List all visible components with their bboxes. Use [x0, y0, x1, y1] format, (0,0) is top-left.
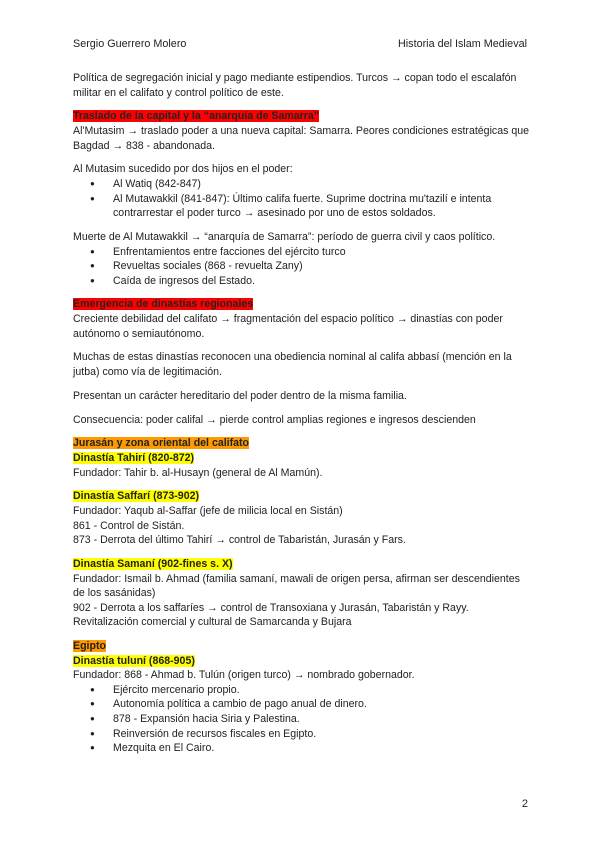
- saffari-line: 861 - Control de Sistán.: [73, 519, 185, 532]
- regional-paragraph-1: Creciente debilidad del califato → fragmentación del espacio político → dinastías con poder autónomo o semiautónomo.: [73, 313, 503, 340]
- page-number: 2: [521, 798, 528, 810]
- header-author: Sergio Guerrero Molero: [73, 38, 187, 50]
- samani-line: 902 - Derrota a los saffaríes → control de Transoxiana y Jurasán, Tabaristán y Rayy. Revitalización comercial y cultural de Samarcanda y Bujara: [73, 601, 469, 629]
- list-item: ● Reinversión de recursos fiscales en Egipto.: [73, 727, 530, 742]
- section-heading-samarra: Traslado de la capital y la “anarquía de Samarra”: [73, 110, 320, 123]
- dynasty-title-samani: Dinastía Samaní (902-fines s. X): [73, 557, 233, 570]
- regional-paragraph-2: Muchas de estas dinastías reconocen una obediencia nominal al califa abbasí (mención en la jutba) como vía de legitimación.: [73, 351, 512, 379]
- samarra-paragraph-2: Al Mutasim sucedido por dos hijos en el poder:: [73, 163, 293, 176]
- tahiri-line: Fundador: Tahir b. al-Husayn (general de Al Mamún).: [73, 466, 323, 479]
- list-item: ● Caída de ingresos del Estado.: [73, 274, 530, 289]
- samarra-paragraph-1: Al'Mutasim → traslado poder a una nueva capital: Samarra. Peores condiciones estratégicas que Bagdad → 838 - abandonada.: [73, 124, 530, 152]
- dynasty-title-saffari: Dinastía Saffarí (873-902): [73, 490, 200, 503]
- saffari-line: Fundador: Yaqub al-Saffar (jefe de milicia local en Sistán): [73, 504, 343, 517]
- header-course: Historia del Islam Medieval: [397, 38, 527, 50]
- list-item: ● Mezquita en El Cairo.: [73, 741, 530, 756]
- list-item: ● Al Watiq (842-847): [73, 177, 530, 192]
- section-heading-jurasan: Jurasán y zona oriental del califato: [73, 437, 250, 450]
- dynasty-title-tahiri: Dinastía Tahirí (820-872): [73, 451, 195, 464]
- section-heading-egipto: Egipto: [73, 640, 106, 653]
- sons-list: [73, 177, 530, 221]
- section-heading-regional: Emergencia de dinastías regionales: [73, 298, 254, 311]
- samani-line: Fundador: Ismail b. Ahmad (familia samaní, mawali de origen persa, afirman ser descendientes de los sasánidas): [73, 572, 520, 600]
- document-body: [73, 71, 530, 756]
- dynasty-title-tuluni: Dinastía tuluní (868-905): [73, 654, 195, 667]
- list-item: ● Ejército mercenario propio.: [73, 683, 530, 698]
- list-item: ● Revueltas sociales (868 - revuelta Zany): [73, 259, 530, 274]
- list-item: ● Al Mutawakkil (841-847): Último califa fuerte. Suprime doctrina mu'tazilí e intenta contrarrestar el poder turco → asesinado por uno de estos soldados.: [73, 192, 530, 221]
- regional-paragraph-4: Consecuencia: poder califal → pierde control amplias regiones e ingresos descienden: [73, 413, 476, 426]
- samarra-paragraph-3: Muerte de Al Mutawakkil → “anarquía de Samarra”: período de guerra civil y caos político.: [73, 230, 496, 243]
- list-item: ● 878 - Expansión hacia Siria y Palestina.: [73, 712, 530, 727]
- list-item: ● Autonomía política a cambio de pago anual de dinero.: [73, 697, 530, 712]
- regional-paragraph-3: Presentan un carácter hereditario del poder dentro de la misma familia.: [73, 389, 407, 402]
- tuluni-founder: Fundador: 868 - Ahmad b. Tulún (origen turco) → nombrado gobernador.: [73, 669, 415, 682]
- list-item: ● Enfrentamientos entre facciones del ejército turco: [73, 245, 530, 260]
- causes-list: [73, 245, 530, 289]
- tuluni-list: [73, 683, 530, 756]
- saffari-line: 873 - Derrota del último Tahirí → control de Tabaristán, Jurasán y Fars.: [73, 534, 406, 547]
- intro-paragraph: Política de segregación inicial y pago mediante estipendios. Turcos → copan todo el escalafón militar en el califato y control político de este.: [73, 72, 517, 99]
